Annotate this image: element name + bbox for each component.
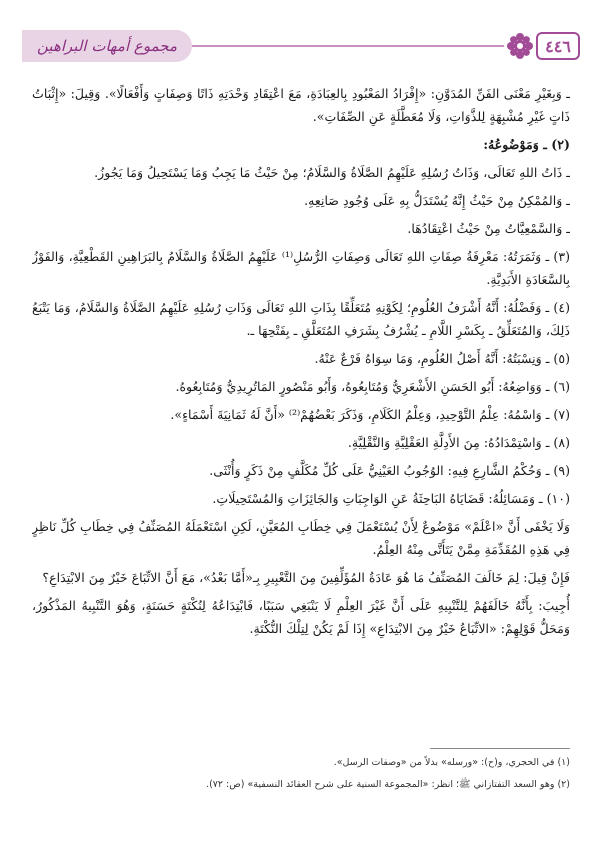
page-body — [32, 82, 570, 742]
paragraph-note: وَلَا يَخْفَى أَنَّ «اعْلَمْ» مَوْضُوعٌ لِأَنْ يُسْتَعْمَلَ فِي خِطَابِ المُعَيَّنِ، لَكِنِ اسْتَعْمَلَهُ المُصَنِّفُ فِي خِطَابِ كُلِّ نَاظِرٍ فِي هَذِهِ المُقَدِّمَةِ مِمَّنْ يَتَأَتَّى مِنْهُ العِلْمُ. — [32, 519, 570, 557]
paragraph-subject-1: ـ ذَاتُ اللهِ تَعَالَى، وَذَاتُ رُسُلِهِ عَلَيْهِمُ الصَّلَاةُ وَالسَّلَامُ؛ مِنْ حَيْثُ مَا يَجِبُ وَمَا يَسْتَحِيلُ وَمَا يَجُوزُ. — [94, 165, 570, 180]
paragraph-name: (٧) ـ وَاسْمُهُ: عِلْمُ التَّوْحِيدِ، وَعِلْمُ الكَلَامِ، وَذَكَرَ بَعْضُهُمْ⁽²⁾ «أَنَّ لَهُ ثَمَانِيَةَ أَسْمَاءٍ». — [170, 407, 570, 422]
footnote-divider — [430, 748, 570, 749]
paragraph-definition: ـ وَبِغَيْرِ مَعْنَى الفَنِّ المُدَوَّنِ: «إِفْرَادُ المَعْبُودِ بِالعِبَادَةِ، مَعَ اعْتِقَادِ وَحْدَتِهِ ذَاتًا وَصِفَاتٍ وَأَفْعَالًا». وَقِيلَ: «إِثْبَاتُ ذَاتٍ غَيْرِ مُشْبِهَةٍ لِلذَّوَاتِ، وَلَا مُعَطَّلَةٍ عَنِ الصِّفَاتِ». — [32, 86, 570, 124]
page-number: ٤٤٦ — [536, 32, 580, 60]
paragraph-subject-2: ـ وَالمُمْكِنُ مِنْ حَيْثُ إِنَّهُ يُسْتَدَلُّ بِهِ عَلَى وُجُودِ صَانِعِهِ. — [304, 193, 570, 208]
paragraph-sources: (٨) ـ وَاسْتِمْدَادُهُ: مِنَ الأَدِلَّةِ العَقْلِيَّةِ وَالنَّقْلِيَّةِ. — [347, 435, 570, 450]
paragraph-founder: (٦) ـ وَوَاضِعُهُ: أَبُو الحَسَنِ الأَشْعَرِيُّ وَمُتَابِعُوهُ، وَأَبُو مَنْصُورٍ المَاتُرِيدِيُّ وَمُتَابِعُوهُ. — [175, 379, 570, 394]
page-header — [22, 30, 578, 70]
paragraph-ruling: (٩) ـ وَحُكْمُ الشَّارِعِ فِيهِ: الوُجُوبُ العَيْنِيُّ عَلَى كُلِّ مُكَلَّفٍ مِنْ ذَكَرٍ وَأُنْثَى. — [209, 463, 570, 478]
paragraph-subject-heading: (٢) ـ وَمَوْضُوعُهُ: — [483, 137, 570, 152]
paragraph-relation: (٥) ـ وَنِسْبَتُهُ: أَنَّهُ أَصْلُ العُلُومِ، وَمَا سِوَاهُ فَرْعٌ عَنْهُ. — [314, 351, 570, 366]
footnote-1: (١) في الحجري، و(ح): «ورسله» بدلاً من «وصفات الرسل». — [333, 757, 570, 768]
header-rule — [192, 45, 504, 47]
footnotes — [32, 752, 570, 796]
book-title: مجموع أمهات البراهين — [22, 30, 192, 62]
paragraph-answer: أُجِيبَ: بِأَنَّهُ خَالَفَهُمْ لِلتَّنْبِيهِ عَلَى أَنَّ غَيْرَ العِلْمِ لَا يَنْبَغِي سَبَبًا، فَابْتِدَاعُهُ لِنُكْتَةٍ حَسَنَةٍ، وَهُوَ التَّنْبِيهُ المَذْكُورُ، وَمَحَلُّ قَوْلِهِمْ: «الاتِّبَاعُ خَيْرٌ مِنَ الابْتِدَاعِ» إِذَا لَمْ يَكُنْ لِتِلْكَ النُّكْتَةِ. — [32, 598, 570, 636]
paragraph-fruit: (٣) ـ وَثَمَرَتُهُ: مَعْرِفَةُ صِفَاتِ اللهِ تَعَالَى وَصِفَاتِ الرُّسُلِ⁽¹⁾ عَلَيْهِمُ الصَّلَاةُ وَالسَّلَامُ بِالبَرَاهِينِ القَطْعِيَّةِ، وَالفَوْزُ بِالسَّعَادَةِ الأَبَدِيَّةِ. — [32, 249, 570, 287]
flower-icon — [506, 32, 534, 60]
paragraph-issues: (١٠) ـ وَمَسَائِلُهُ: قَضَايَاهُ البَاحِثَةُ عَنِ الوَاجِبَاتِ وَالجَائِزَاتِ وَالمُسْتَحِيلَاتِ. — [212, 491, 570, 506]
footnote-2: (٢) وهو السعد التفتازاني ﷺ؛ انظر: «المجموعة السنية على شرح العقائد النسفية» (ص: ٧٢). — [206, 779, 570, 790]
paragraph-virtue: (٤) ـ وَفَضْلُهُ: أَنَّهُ أَشْرَفُ العُلُومِ؛ لِكَوْنِهِ مُتَعَلِّقًا بِذَاتِ اللهِ تَعَالَى وَذَاتِ رُسُلِهِ عَلَيْهِمُ الصَّلَاةُ وَالسَّلَامُ، وَمَا يَتْبَعُ ذَلِكَ، وَالمُتَعَلِّقُ ـ بِكَسْرِ اللَّامِ ـ يُشْرُفُ بِشَرَفِ المُتَعَلَّقِ ـ بِفَتْحِهَا ـ. — [32, 300, 570, 338]
paragraph-subject-3: ـ وَالسَّمْعِيَّاتُ مِنْ حَيْثُ اعْتِقَادُهَا. — [407, 221, 570, 236]
paragraph-question: فَإِنْ قِيلَ: لِمَ خَالَفَ المُصَنِّفُ مَا هُوَ عَادَةُ المُؤَلِّفِينَ مِنَ التَّعْبِيرِ بِـ«أَمَّا بَعْدُ»، مَعَ أَنَّ الاتِّبَاعَ خَيْرٌ مِنَ الابْتِدَاعِ؟ — [42, 570, 570, 585]
